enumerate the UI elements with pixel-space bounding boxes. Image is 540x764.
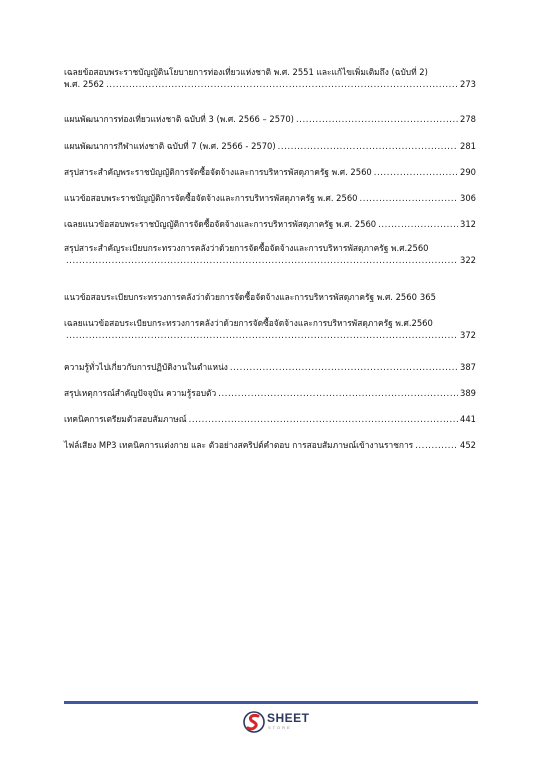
toc-entry[interactable] [64, 317, 476, 341]
toc-entry-title: พ.ศ. 2562 [64, 79, 105, 89]
toc-entry-title: แผนพัฒนาการกีฬาแห่งชาติ ฉบับที่ 7 (พ.ศ. 2566 - 2570) [64, 141, 276, 151]
toc-entry-title: สรุปสาระสำคัญพระราชบัญญัติการจัดซื้อจัดจ้างและการบริหารพัสดุภาครัฐ พ.ศ. 2560 [64, 167, 372, 177]
toc-leader-dots [66, 329, 458, 341]
toc-page-number: 365 [419, 292, 436, 302]
sheet-store-logo-icon [243, 710, 265, 734]
toc-entry-title: สรุปเหตุการณ์สำคัญปัจจุบัน ความรู้รอบตัว [64, 388, 217, 398]
toc-entry-title: ไฟล์เสียง MP3 เทคนิคการแต่งกาย และ ตัวอย่างสคริปต์คำตอบ การสอบสัมภาษณ์เข้างานราชการ [64, 440, 414, 450]
toc-entry[interactable] [64, 192, 476, 204]
toc-page-number: 290 [460, 167, 476, 177]
toc-leader-dots [106, 78, 458, 90]
toc-leader-dots [374, 166, 458, 178]
toc-page-number: 312 [460, 219, 476, 229]
logo-tagline: STORE [268, 725, 292, 730]
toc-page-number: 306 [460, 193, 476, 203]
toc-page-number: 372 [460, 330, 476, 340]
toc-leader-dots [415, 439, 458, 451]
toc-entry[interactable] [64, 140, 476, 152]
toc-page-number: 322 [460, 255, 476, 265]
toc-leader-dots [278, 140, 458, 152]
toc-page-number: 389 [460, 388, 476, 398]
toc-page-number: 441 [460, 414, 476, 424]
toc-entry[interactable] [64, 218, 476, 230]
toc-leader-dots [378, 218, 458, 230]
toc-entry[interactable] [64, 66, 476, 90]
toc-entry[interactable] [64, 242, 476, 266]
footer-rule [64, 701, 478, 704]
toc-entry-title: แนวข้อสอบระเบียบกระทรวงการคลังว่าด้วยการจัดซื้อจัดจ้างและการบริหารพัสดุภาครัฐ พ.ศ. 2560 [64, 292, 417, 302]
toc-entry-title: แนวข้อสอบพระราชบัญญัติการจัดซื้อจัดจ้างและการบริหารพัสดุภาครัฐ พ.ศ. 2560 [64, 193, 358, 203]
toc-entry-title: เทคนิคการเตรียมตัวสอบสัมภาษณ์ [64, 414, 187, 424]
toc-page-number: 387 [460, 362, 476, 372]
toc-leader-dots [189, 413, 458, 425]
toc-entry[interactable] [64, 291, 476, 303]
toc-entry-title: เฉลยแนวข้อสอบพระราชบัญญัติการจัดซื้อจัดจ้างและการบริหารพัสดุภาครัฐ พ.ศ. 2560 [64, 219, 377, 229]
toc-leader-dots [230, 361, 458, 373]
toc-page-number: 452 [460, 440, 476, 450]
toc-entry[interactable] [64, 387, 476, 399]
toc-entry-title: แผนพัฒนาการท่องเที่ยวแห่งชาติ ฉบับที่ 3 (พ.ศ. 2566 – 2570) [64, 114, 294, 124]
toc-entry[interactable] [64, 413, 476, 425]
toc-entry[interactable] [64, 166, 476, 178]
toc-entry[interactable] [64, 361, 476, 373]
toc-leader-dots [360, 192, 459, 204]
toc-entry-title: ความรู้ทั่วไปเกี่ยวกับการปฏิบัติงานในตำแหน่ง [64, 362, 228, 372]
toc-page-number: 281 [460, 141, 476, 151]
sheet-store-logo [243, 710, 323, 734]
toc-leader-dots [66, 254, 458, 266]
toc-entry-title-line: สรุปสาระสำคัญระเบียบกระทรวงการคลังว่าด้วยการจัดซื้อจัดจ้างและการบริหารพัสดุภาครัฐ พ.ศ.2560 [64, 243, 429, 253]
toc-page-number: 273 [460, 79, 476, 89]
toc-leader-dots [296, 113, 458, 125]
logo-wordmark: SHEET [267, 711, 310, 725]
toc-leader-dots [218, 387, 458, 399]
toc-entry[interactable] [64, 439, 476, 451]
toc-page-number: 278 [460, 114, 476, 124]
toc-entry[interactable] [64, 113, 476, 125]
toc-entry-title-line: เฉลยข้อสอบพระราชบัญญัตินโยบายการท่องเที่ยวแห่งชาติ พ.ศ. 2551 และแก้ไขเพิ่มเติมถึง (ฉบับที่ 2) [64, 67, 428, 77]
toc-entry-title-line: เฉลยแนวข้อสอบระเบียบกระทรวงการคลังว่าด้วยการจัดซื้อจัดจ้างและการบริหารพัสดุภาครัฐ พ.ศ.2560 [64, 318, 433, 328]
